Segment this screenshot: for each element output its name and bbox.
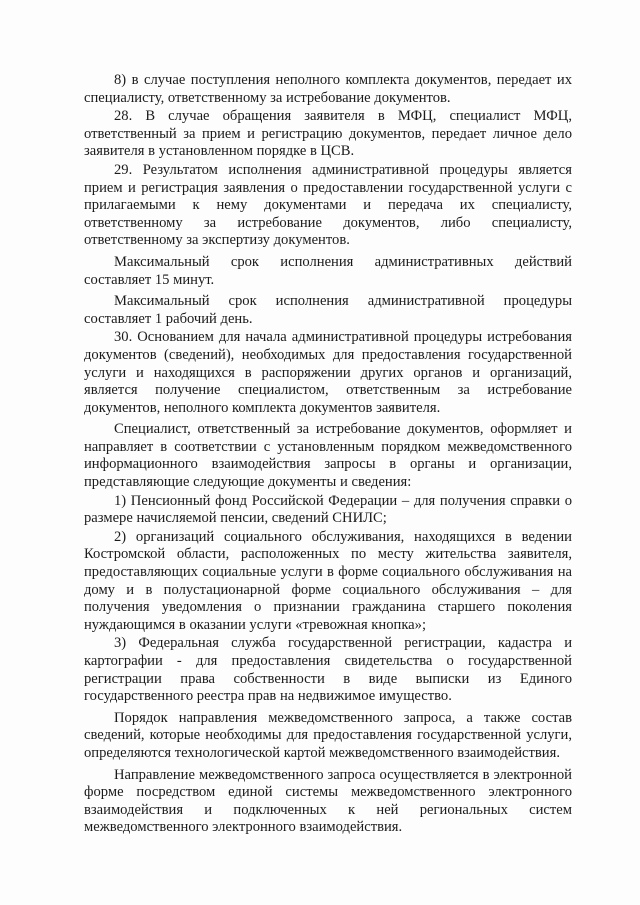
paragraph-item-8: 8) в случае поступления неполного комплекта документов, передает их специалисту, ответственному за истребование документов. (84, 72, 572, 106)
paragraph-list-item-3: 3) Федеральная служба государственной регистрации, кадастра и картографии - для предоставления свидетельства о государственной регистрации права собственности в виде выписки из Единого государственного реестра прав на недвижимое имущество. (84, 635, 572, 705)
paragraph-28: 28. В случае обращения заявителя в МФЦ, специалист МФЦ, ответственный за прием и регистрацию документов, передает личное дело заявителя в установленном порядке в ЦСВ. (84, 108, 572, 160)
document-body (84, 72, 572, 837)
paragraph-max-time-actions: Максимальный срок исполнения административных действий составляет 15 минут. (84, 253, 572, 288)
paragraph-29: 29. Результатом исполнения административной процедуры является прием и регистрация заявления о предоставлении государственной услуги с прилагаемыми к нему документами и передача их специалисту, ответственному за истребование документов, либо специалисту, ответственному за экспертизу документов. (84, 161, 572, 249)
paragraph-specialist-requests: Специалист, ответственный за истребование документов, оформляет и направляет в соответствии с установленным порядком межведомственного информационного взаимодействия запросы в органы и организации, представляющие следующие документы и сведения: (84, 421, 572, 491)
paragraph-list-item-1: 1) Пенсионный фонд Российской Федерации – для получения справки о размере начисляемой пенсии, сведений СНИЛС; (84, 492, 572, 527)
paragraph-30: 30. Основанием для начала административной процедуры истребования документов (сведений), необходимых для предоставления государственной услуги и находящихся в распоряжении других органов и организаций, является получение специалистом, ответственным за истребование документов, неполного комплекта документов заявителя. (84, 329, 572, 416)
paragraph-request-order: Порядок направления межведомственного запроса, а также состав сведений, которые необходимы для предоставления государственной услуги, определяются технологической картой межведомственного взаимодействия. (84, 709, 572, 761)
paragraph-list-item-2: 2) организаций социального обслуживания, находящихся в ведении Костромской области, расположенных по месту жительства заявителя, предоставляющих социальные услуги в форме социального обслуживания на дому и в полустационарной форме социального обслуживания – для получения уведомления о признании гражданина старшего поколения нуждающимся в оказании услуги «тревожная кнопка»; (84, 528, 572, 633)
paragraph-request-direction: Направление межведомственного запроса осуществляется в электронной форме посредством единой системы межведомственного электронного взаимодействия и подключенных к ней региональных систем межведомственного электронного взаимодействия. (84, 766, 572, 836)
paragraph-max-time-procedure: Максимальный срок исполнения административной процедуры составляет 1 рабочий день. (84, 293, 572, 327)
